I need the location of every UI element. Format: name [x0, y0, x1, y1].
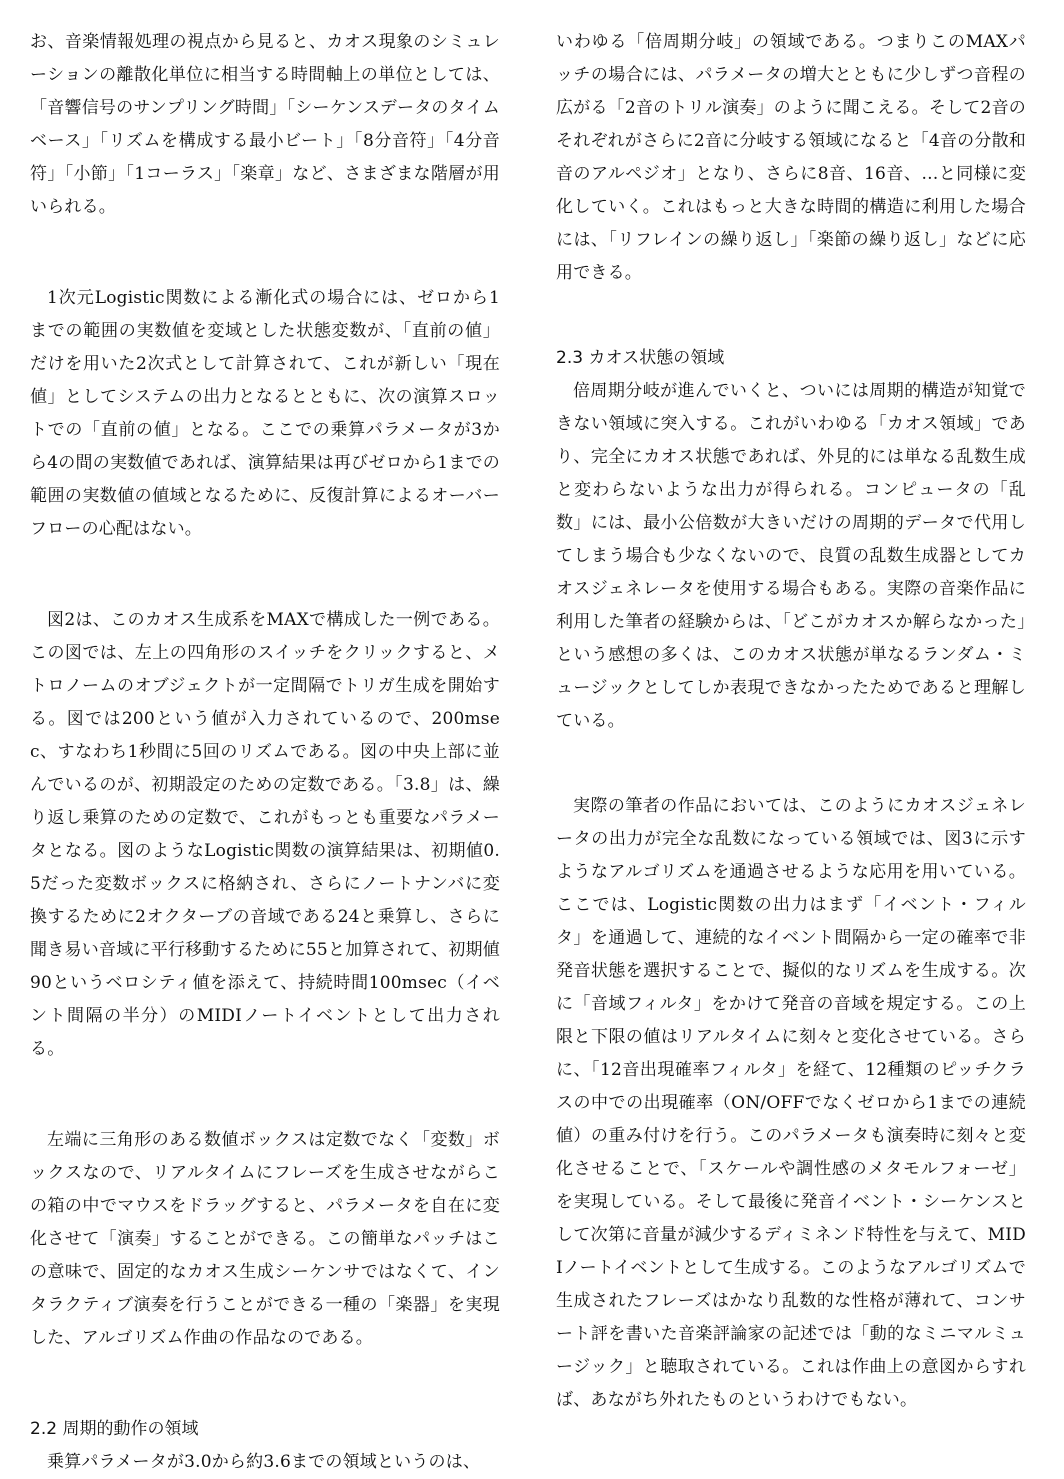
paragraph-spacer: [30, 1355, 500, 1413]
paragraph: お、音楽情報処理の視点から見ると、カオス現象のシミュレーションの離散化単位に相当する時間軸上の単位としては、「音響信号のサンプリング時間」「シーケンスデータのタイムベース」「リズムを構成する最小ビート」「8分音符」「4分音符」「小節」「1コーラス」「楽章」など、さまざまな階層が用いられる。: [30, 32, 500, 217]
paragraph: いわゆる「倍周期分岐」の領域である。つまりこのMAXパッチの場合には、パラメータの増大とともに少しずつ音程の広がる「2音のトリル演奏」のように聞こえる。そして2音のそれぞれがさらに2音に分岐する領域になると「4音の分散和音のアルペジオ」となり、さらに8音、16音、…と同様に変化していく。これはもっと大きな時間的構造に利用した場合には、「リフレインの繰り返し」「楽節の繰り返し」などに応用できる。: [556, 32, 1026, 283]
paragraph: 実際の筆者の作品においては、このようにカオスジェネレータの出力が完全な乱数になっている領域では、図3に示すようなアルゴリズムを通過させるような応用を用いている。ここでは、Logistic関数の出力はまず「イベント・フィルタ」を通過して、連続的なイベント間隔から一定の確率で非発音状態を選択することで、擬似的なリズムを生成する。次に「音域フィルタ」をかけて発音の音域を規定する。この上限と下限の値はリアルタイムに刻々と変化させている。さらに、「12音出現確率フィルタ」を経て、12種類のピッチクラスの中での出現確率（ON/OFFでなくゼロから1までの連続値）の重み付けを行う。このパラメータも演奏時に刻々と変化させることで、「スケールや調性感のメタモルフォーゼ」を実現している。そして最後に発音イベント・シーケンスとして次第に音量が減少するディミネンド特性を与えて、MIDIノートイベントとして生成する。このようなアルゴリズムで生成されたフレーズはかなり乱数的な性格が薄れて、コンサート評を書いた音楽評論家の記述では「動的なミニマルミュージック」と聴取されている。これは作曲上の意図からすれば、あながち外れたものというわけでもない。: [556, 796, 1026, 1410]
left-column: [30, 26, 500, 1479]
paragraph-spacer: [556, 738, 1026, 790]
paragraph-spacer: [30, 224, 500, 282]
paragraph: 乗算パラメータが3.0から約3.6までの領域というのは、: [47, 1452, 481, 1472]
section-heading: 2.3 カオス状態の領域: [556, 348, 725, 368]
paragraph-spacer: [30, 1066, 500, 1124]
paragraph-spacer: [30, 546, 500, 604]
paragraph: 図2は、このカオス生成系をMAXで構成した一例である。この図では、左上の四角形のスイッチをクリックすると、メトロノームのオブジェクトが一定間隔でトリガ生成を開始する。図では200という値が入力されているので、200msec、すなわち1秒間に5回のリズムである。図の中央上部に並んでいるのが、初期設定のための定数である。「3.8」は、繰り返し乗算のための定数で、これがもっとも重要なパラメータとなる。図のようなLogistic関数の演算結果は、初期値0.5だった変数ボックスに格納され、さらにノートナンバに変換するために2オクターブの音域である24と乗算し、さらに聞き易い音域に平行移動するために55と加算されて、初期値90というベロシティ値を添えて、持続時間100msec（イベント間隔の半分）のMIDIノートイベントとして出力される。: [30, 610, 500, 1059]
paragraph: 1次元Logistic関数による漸化式の場合には、ゼロから1までの範囲の実数値を変域とした状態変数が、「直前の値」だけを用いた2次式として計算されて、これが新しい「現在値」としてシステムの出力となるとともに、次の演算スロットでの「直前の値」となる。ここでの乗算パラメータが3から4の間の実数値であれば、演算結果は再びゼロから1までの範囲の実数値の値域となるために、反復計算によるオーバーフローの心配はない。: [30, 288, 500, 539]
paragraph: 左端に三角形のある数値ボックスは定数でなく「変数」ボックスなので、リアルタイムにフレーズを生成させながらこの箱の中でマウスをドラッグすると、パラメータを自在に変化させて「演奏」することができる。この簡単なパッチはこの意味で、固定的なカオス生成シーケンサではなくて、インタラクティブ演奏を行うことができる一種の「楽器」を実現した、アルゴリズム作曲の作品なのである。: [30, 1130, 500, 1348]
paragraph-spacer: [556, 290, 1026, 342]
paragraph: 倍周期分岐が進んでいくと、ついには周期的構造が知覚できない領域に突入する。これがいわゆる「カオス領域」であり、完全にカオス状態であれば、外見的には単なる乱数生成と変わらないような出力が得られる。コンピュータの「乱数」には、最小公倍数が大きいだけの周期的データで代用してしまう場合も少なくないので、良質の乱数生成器としてカオスジェネレータを使用する場合もある。実際の音楽作品に利用した筆者の経験からは、「どこがカオスか解らなかった」という感想の多くは、このカオス状態が単なるランダム・ミュージックとしてしか表現できなかったためであると理解している。: [556, 381, 1026, 731]
right-column: [556, 26, 1026, 1417]
section-heading: 2.2 周期的動作の領域: [30, 1419, 199, 1439]
